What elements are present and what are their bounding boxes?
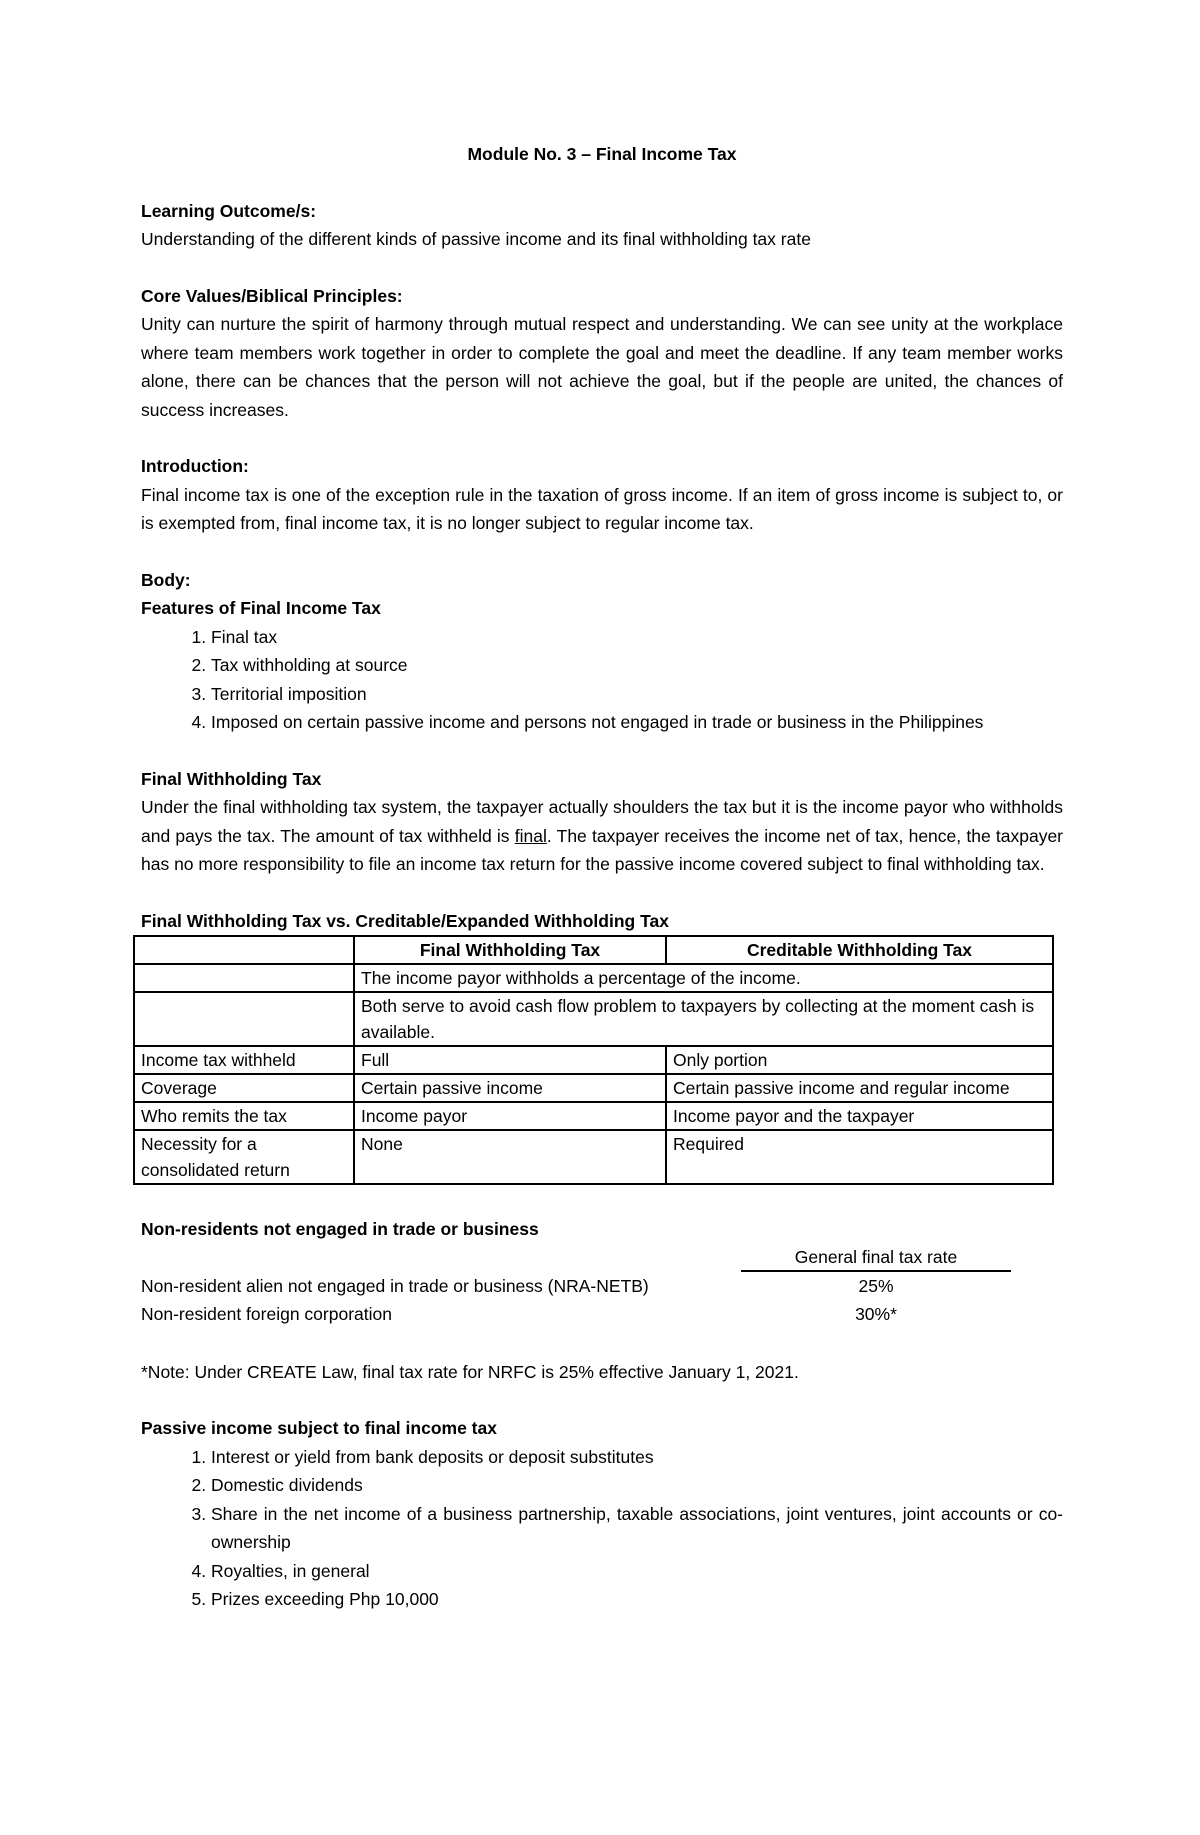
comparison-table	[133, 935, 1054, 1185]
table-cell: Certain passive income	[354, 1074, 666, 1102]
fwt-text: Under the final withholding tax system, the taxpayer actually shoulders the tax but it is the income payor who withholds and pays the tax. The amount of tax withheld is final. The taxpayer receives the income net of tax, hence, the taxpayer has no more responsibility to file an income tax return for the passive income covered subject to final withholding tax.	[141, 797, 1064, 874]
table-row	[134, 1046, 1053, 1074]
core-values-text: Unity can nurture the spirit of harmony through mutual respect and understanding. We can see unity at the workplace where team members work together in order to complete the goal and meet the deadline. If any team member works alone, there can be chances that the person will not achieve the goal, but if the people are united, the chances of success increases.	[141, 314, 1063, 420]
list-item: 4. Imposed on certain passive income and persons not engaged in trade or business in the Philippines	[211, 708, 1063, 737]
core-values-heading: Core Values/Biblical Principles:	[141, 285, 403, 306]
table-cell: Income payor and the taxpayer	[666, 1102, 1053, 1130]
table-cell: Both serve to avoid cash flow problem to taxpayers by collecting at the moment cash is available.	[354, 992, 1053, 1046]
table-cell: Coverage	[134, 1074, 354, 1102]
table-header-cell	[134, 936, 354, 964]
table-cell: Full	[354, 1046, 666, 1074]
rate-label: Non-resident foreign corporation	[141, 1303, 392, 1324]
table-cell: Required	[666, 1130, 1053, 1184]
list-item: 1. Interest or yield from bank deposits or deposit substitutes	[211, 1443, 1063, 1472]
create-law-note: *Note: Under CREATE Law, final tax rate for NRFC is 25% effective January 1, 2021.	[141, 1361, 799, 1382]
list-item: 2. Domestic dividends	[211, 1471, 1063, 1500]
rate-value: 25%	[858, 1275, 894, 1296]
page-title: Module No. 3 – Final Income Tax	[467, 144, 737, 164]
learning-outcomes-heading: Learning Outcome/s:	[141, 200, 317, 221]
table-header-cell: Creditable Withholding Tax	[666, 936, 1053, 964]
table-header-cell: Final Withholding Tax	[354, 936, 666, 964]
fwt-heading: Final Withholding Tax	[141, 768, 322, 789]
table-header-row	[134, 936, 1053, 964]
table-cell: Necessity for a consolidated return	[134, 1130, 354, 1184]
table-cell: Income payor	[354, 1102, 666, 1130]
table-cell: The income payor withholds a percentage of the income.	[354, 964, 1053, 992]
table-cell: None	[354, 1130, 666, 1184]
passive-income-heading: Passive income subject to final income tax	[141, 1418, 497, 1438]
learning-outcomes-text: Understanding of the different kinds of passive income and its final withholding tax rate	[141, 229, 811, 249]
passive-income-list	[141, 1443, 1063, 1614]
comparison-heading: Final Withholding Tax vs. Creditable/Expanded Withholding Tax	[141, 910, 669, 931]
introduction-text: Final income tax is one of the exception rule in the taxation of gross income. If an item of gross income is subject to, or is exempted from, final income tax, it is no longer subject to regular income tax.	[141, 484, 1063, 533]
list-item: 3. Share in the net income of a business partnership, taxable associations, joint ventures, joint accounts or co-ownership	[211, 1500, 1063, 1557]
introduction-heading: Introduction:	[141, 456, 249, 476]
table-row	[134, 992, 1053, 1046]
table-row	[134, 1074, 1053, 1102]
table-cell: Certain passive income and regular income	[666, 1074, 1053, 1102]
rate-label: Non-resident alien not engaged in trade or business (NRA-NETB)	[141, 1275, 649, 1296]
table-row	[134, 1102, 1053, 1130]
table-cell: Income tax withheld	[134, 1046, 354, 1074]
list-item: 1. Final tax	[211, 623, 1063, 652]
document-content	[141, 140, 1063, 1614]
features-heading: Features of Final Income Tax	[141, 598, 381, 618]
table-cell: Only portion	[666, 1046, 1053, 1074]
list-item: 4. Royalties, in general	[211, 1557, 1063, 1586]
list-item: 5. Prizes exceeding Php 10,000	[211, 1585, 1063, 1614]
underlined-final: final	[514, 825, 547, 846]
table-row	[134, 1130, 1053, 1184]
table-cell: Who remits the tax	[134, 1102, 354, 1130]
features-list	[141, 623, 1063, 737]
list-item: 3. Territorial imposition	[211, 680, 1063, 709]
table-row	[134, 964, 1053, 992]
rate-value: 30%*	[855, 1303, 897, 1324]
table-cell	[134, 992, 354, 1046]
body-heading: Body:	[141, 569, 191, 590]
nonresident-rates	[141, 1244, 1063, 1330]
list-item: 2. Tax withholding at source	[211, 651, 1063, 680]
table-cell	[134, 964, 354, 992]
rate-column-header: General final tax rate	[741, 1244, 1011, 1272]
nonresidents-heading: Non-residents not engaged in trade or business	[141, 1219, 539, 1239]
